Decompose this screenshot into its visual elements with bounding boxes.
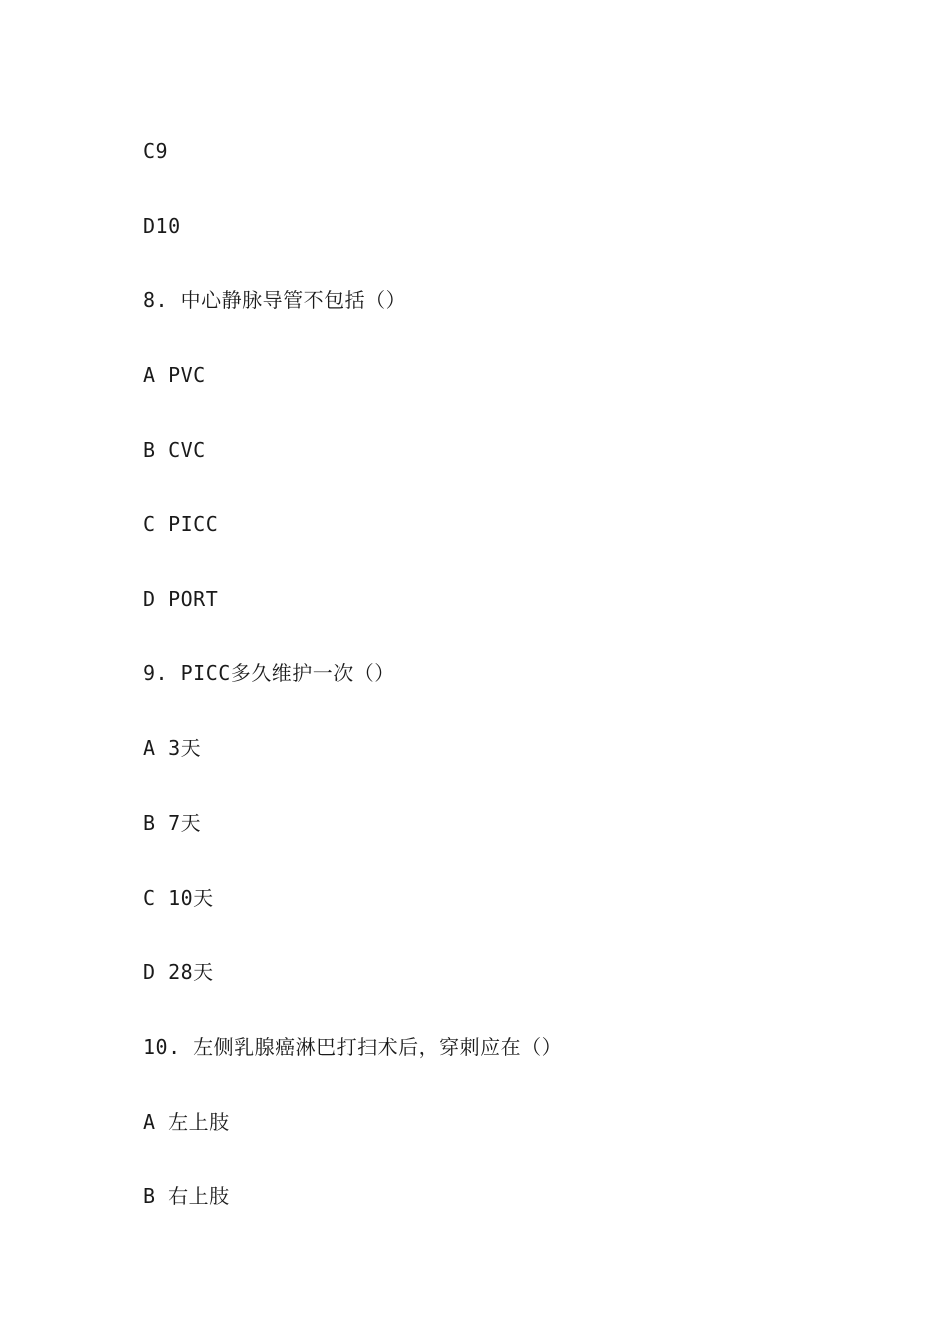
option-a-q9: A 3天	[143, 736, 202, 760]
option-c-q7: C9	[143, 139, 169, 163]
option-d-q8: D PORT	[143, 587, 219, 611]
question-9: 9. PICC多久维护一次（）	[143, 661, 395, 685]
option-c-q9: C 10天	[143, 886, 214, 910]
option-b-q10: B 右上肢	[143, 1184, 230, 1208]
question-10: 10. 左侧乳腺癌淋巴打扫术后，穿刺应在（）	[143, 1035, 563, 1059]
option-a-q8: A PVC	[143, 363, 206, 387]
option-a-q10: A 左上肢	[143, 1110, 230, 1134]
question-8: 8. 中心静脉导管不包括（）	[143, 288, 407, 312]
option-b-q9: B 7天	[143, 811, 202, 835]
option-d-q7: D10	[143, 214, 181, 238]
option-d-q9: D 28天	[143, 960, 214, 984]
option-c-q8: C PICC	[143, 512, 219, 536]
option-b-q8: B CVC	[143, 438, 206, 462]
